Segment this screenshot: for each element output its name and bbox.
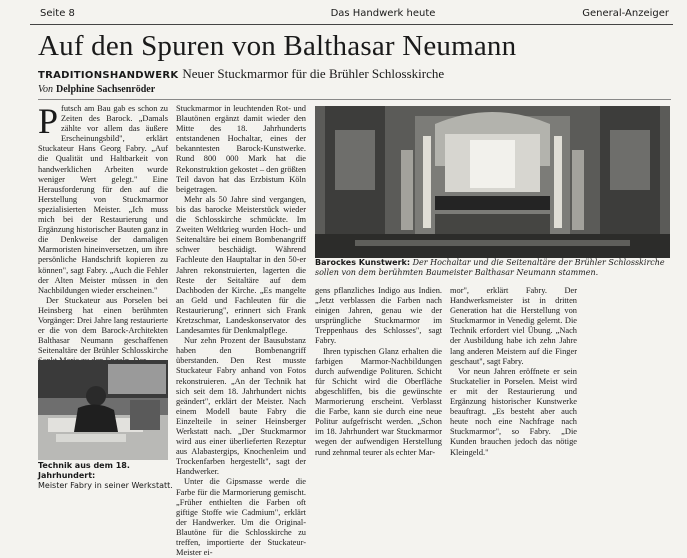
column-4	[450, 286, 577, 482]
article-kicker-line	[38, 66, 444, 82]
caption-text: Meister Fabry in seiner Werkstatt.	[38, 481, 173, 490]
workshop-caption	[38, 461, 188, 491]
workshop-photo	[38, 360, 168, 460]
kicker: TRADITIONSHANDWERK	[38, 70, 179, 81]
paragraph-text: futsch am Bau gab es schon zu Zeiten des Barock. „Damals zählte vor allem das äußere Erscheinungsbild", erklärt Stuckateur Hans Georg Fabry. „Auf die Qualität und Haltbarkeit von handwerklichen Arbeiten wurde weniger Wert gelegt." Eine Herausforderung für den auf die Herstellung von Stuckmarmor spezialisierten Meister. „Ich muss mich bei der Restaurierung und Ergänzung historischer Bauten ganz in die Denkweise der damaligen Marmoristen hineinversetzen, um ihre persönliche Handschrift kopieren zu können", sagt Fabry. „Auch die Fehler der Alten Meister müssen in den Nachbildungen wieder erscheinen."	[38, 104, 168, 295]
section-title: Das Handwerk heute	[330, 8, 436, 19]
caption-text: Der Hochaltar und die Seitenaltäre der Brühler Schlosskirche sollen von dem berühmten Baumeister Balthasar Neumann stammen.	[315, 258, 665, 277]
newspaper-name: General-Anzeiger	[582, 8, 669, 19]
altar-caption	[315, 258, 670, 278]
paragraph: Vor neun Jahren eröffnete er sein Stuckatelier in Porselen. Meist wird er mit der Restaurierung und Ergänzung historischer Kunstwerke beauftragt. „Es besteht aber auch heute noch eine Nachfrage nach Stuckmarmor", so Fabry. „Die Kunden brauchen jedoch das nötige Kleingeld."	[450, 366, 577, 457]
drop-cap: P	[38, 101, 59, 141]
page-number: Seite 8	[40, 8, 75, 19]
caption-title: Barockes Kunstwerk:	[315, 258, 411, 267]
byline-prefix: Von	[38, 84, 53, 95]
caption-title: Technik aus dem 18. Jahrhundert:	[38, 461, 130, 480]
paragraph: Mehr als 50 Jahre sind vergangen, bis das barocke Meisterstück wieder die Schlosskirche schmückte. Im Zweiten Weltkrieg wurden Hoch- und Seitenaltäre bei einem Bombenangriff schwer beschädigt. Während Fachleute den Hauptaltar in den 50-er Jahren rekonstruierten, lagerten die Reste der Seitaltäre auf dem Dachboden der Kirche. „Es mangelte an Geld und Fachleuten für die Restaurierung", erinnert sich Frank Kretzschmar, Landeskonservator des Landesamtes für Denkmalpflege.	[176, 194, 306, 336]
subheadline: Neuer Stuckmarmor für die Brühler Schlosskirche	[182, 66, 445, 81]
column-1	[38, 101, 168, 358]
author-name: Delphine Sachsenröder	[56, 84, 156, 95]
paragraph	[38, 101, 168, 296]
paragraph: Ihren typischen Glanz erhalten die farbigen Marmor-Nachbildungen durch aufwendige Polituren. Schicht für Schicht wird die Oberfläche abgeschliffen, bis die gewünschte Marmorierung erscheint. Verblasst die Farbe, kann sie durch eine neue Politur aufgefrischt werden. „Schon im 18. Jahrhundert war Stuckmarmor wegen der aufwendigen Herstellung rund zehnmal teurer als echter Mar-	[315, 346, 442, 457]
paragraph: gens pflanzliches Indigo aus Indien. „Jetzt verblassen die Farben nach einigen Jahren, genau wie der ursprüngliche Stuckmarmor im Treppenhaus des Schlosses", sagt Fabry.	[315, 286, 442, 346]
byline	[38, 84, 155, 95]
page-header	[30, 0, 673, 25]
paragraph: mor", erklärt Fabry. Der Handwerksmeister ist in dritten Generation hat die Herstellung von Stuckmarmor in Venedig gelernt. Die Technik erfordert viel Übung. „Nach der Ausbildung habe ich zehn Jahre lang anderen Meistern auf die Finger geschaut", sagt Fabry.	[450, 286, 577, 366]
paragraph: Der Stuckateur aus Porselen bei Heinsberg hat einen berühmten Vorgänger: Drei Jahre lang restaurierte er die von dem Barock-Architekten Balthasar Neumann geschaffenen Seitenaltäre der Brühler Schlosskirche	[38, 295, 168, 356]
column-3	[315, 286, 442, 482]
paragraph: Unter die Gipsmasse werde die Farbe für die Marmorierung gemischt. „Früher enthielten die Farben oft giftige Stoffe wie Cadmium", erklärt der Handwerker. Um die Original-Blautöne für die Schlosskirche zu treffen, importierte der Stuckateur-Meister ei-	[176, 477, 306, 558]
paragraph: Stuckmarmor in leuchtenden Rot- und Blautönen ergänzt damit wieder den Mitte des 18. Jahrhunderts entstandenen Hochaltar, eines der bekanntesten Barock-Kunstwerke. Rund 800 000 Mark hat die Rekonstruktion gekostet – den größten Teil davon hat das Erzbistum Köln beigetragen.	[176, 104, 306, 194]
article-headline: Auf den Spuren von Balthasar Neumann	[38, 30, 517, 62]
altar-photo	[315, 106, 670, 258]
divider	[38, 99, 671, 100]
column-2	[176, 104, 306, 558]
paragraph: Nur zehn Prozent der Bausubstanz haben den Bombenangriff überstanden. Den Rest musste Stuckateur Fabry anhand von Fotos rekonstruieren. „An der Technik hat sich seit dem 18. Jahrhundert nichts geändert", erklärt der Meister. Nach einem Modell baute Fabry die Einzelteile in seiner Heinsberger Werkstatt nach. „Der Stuckmarmor wird aus einer überlieferten Rezeptur aus Alabastergips, Knochenleim und Trockenfarben hergestellt", sagt der Handwerker.	[176, 336, 306, 477]
